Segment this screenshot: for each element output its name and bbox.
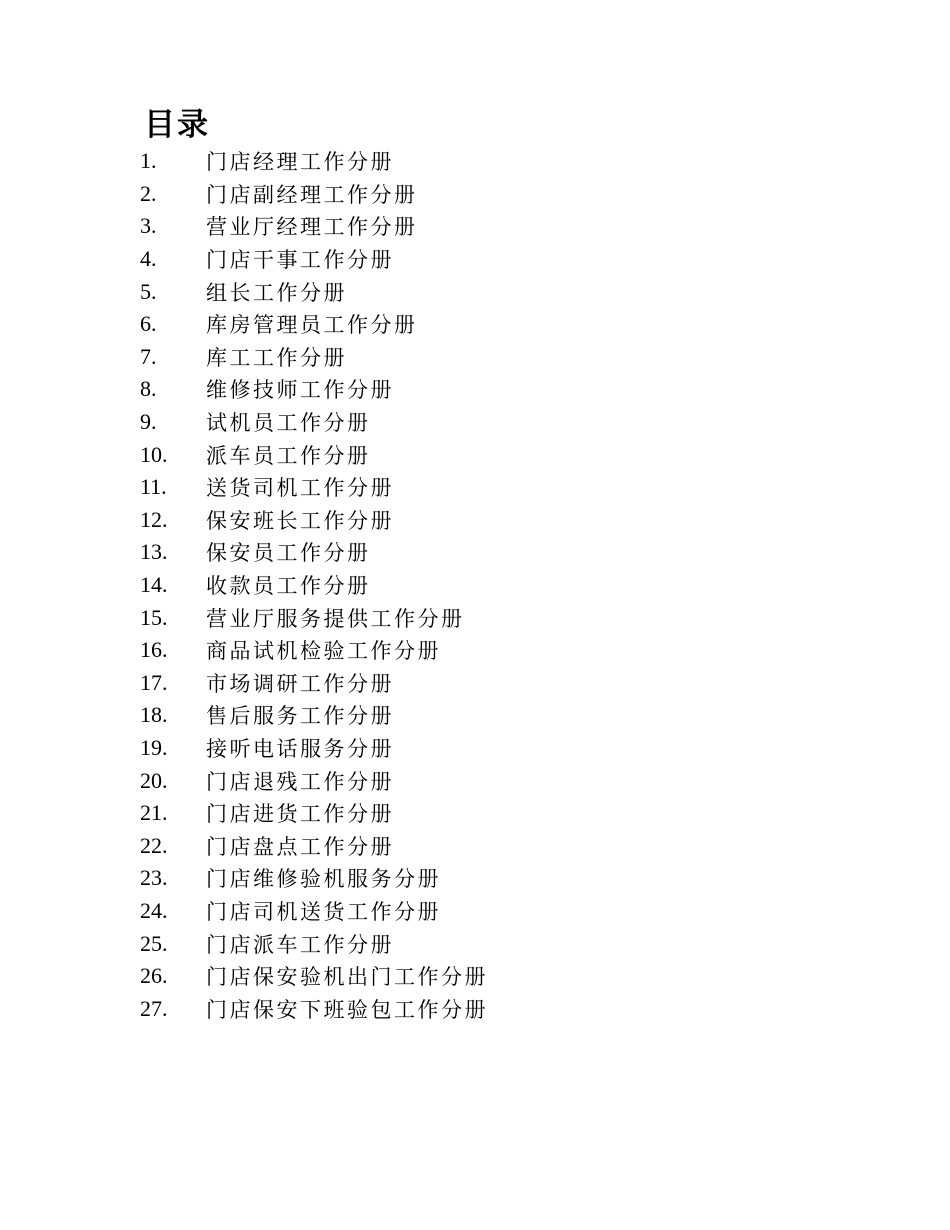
toc-item: [140, 634, 488, 667]
toc-item: [140, 308, 488, 341]
toc-item: [140, 895, 488, 928]
toc-item: [140, 145, 488, 178]
toc-item-text: 门店经理工作分册: [206, 150, 394, 175]
toc-item: [140, 601, 488, 634]
toc-item-number: 25.: [140, 930, 168, 956]
toc-item: [140, 178, 488, 211]
toc-item-number: 2.: [140, 180, 157, 206]
toc-item: [140, 829, 488, 862]
toc-item: [140, 797, 488, 830]
toc-item-number: 10.: [140, 441, 168, 467]
toc-item-text: 市场调研工作分册: [206, 671, 394, 696]
toc-item: [140, 438, 488, 471]
toc-item: [140, 373, 488, 406]
toc-item-number: 8.: [140, 376, 157, 402]
toc-item-number: 20.: [140, 767, 168, 793]
toc-item-number: 3.: [140, 213, 157, 239]
toc-item-number: 24.: [140, 897, 168, 923]
toc-item-text: 送货司机工作分册: [206, 476, 394, 501]
toc-item-text: 保安班长工作分册: [206, 508, 394, 533]
toc-item-number: 21.: [140, 800, 168, 826]
toc-item-text: 门店副经理工作分册: [206, 182, 418, 207]
toc-item-text: 库工工作分册: [206, 345, 347, 370]
toc-item: [140, 275, 488, 308]
toc-item-text: 门店盘点工作分册: [206, 834, 394, 859]
toc-item-number: 5.: [140, 278, 157, 304]
toc-item-number: 19.: [140, 734, 168, 760]
toc-item: [140, 960, 488, 993]
toc-item: [140, 504, 488, 537]
toc-item-text: 门店保安验机出门工作分册: [206, 965, 488, 990]
toc-item: [140, 536, 488, 569]
toc-item-text: 营业厅服务提供工作分册: [206, 606, 465, 631]
toc-item-text: 营业厅经理工作分册: [206, 215, 418, 240]
toc-item-text: 门店维修验机服务分册: [206, 867, 441, 892]
toc-item-number: 27.: [140, 995, 168, 1021]
toc-item-number: 1.: [140, 148, 157, 174]
toc-item-number: 17.: [140, 669, 168, 695]
toc-item-number: 18.: [140, 702, 168, 728]
toc-item-text: 门店司机送货工作分册: [206, 899, 441, 924]
toc-item-number: 9.: [140, 409, 157, 435]
toc-item: [140, 243, 488, 276]
toc-item-text: 商品试机检验工作分册: [206, 639, 441, 664]
toc-item-number: 11.: [140, 474, 167, 500]
toc-item-text: 门店退残工作分册: [206, 769, 394, 794]
toc-item: [140, 992, 488, 1025]
toc-item-number: 16.: [140, 637, 168, 663]
toc-item-number: 4.: [140, 246, 157, 272]
toc-item: [140, 927, 488, 960]
toc-item-text: 组长工作分册: [206, 280, 347, 305]
toc-item-text: 库房管理员工作分册: [206, 313, 418, 338]
toc-item-number: 22.: [140, 832, 168, 858]
toc-item-text: 收款员工作分册: [206, 574, 371, 599]
toc-item-text: 接听电话服务分册: [206, 736, 394, 761]
toc-item: [140, 471, 488, 504]
toc-item-text: 保安员工作分册: [206, 541, 371, 566]
toc-item: [140, 341, 488, 374]
toc-item-number: 6.: [140, 311, 157, 337]
toc-item-text: 门店进货工作分册: [206, 802, 394, 827]
toc-item-text: 派车员工作分册: [206, 443, 371, 468]
toc-item-text: 维修技师工作分册: [206, 378, 394, 403]
toc-item-text: 门店派车工作分册: [206, 932, 394, 957]
toc-item-number: 15.: [140, 604, 168, 630]
toc-item-number: 12.: [140, 506, 168, 532]
toc-item-number: 13.: [140, 539, 168, 565]
toc-item: [140, 764, 488, 797]
toc-item: [140, 667, 488, 700]
toc-item: [140, 569, 488, 602]
toc-item-number: 26.: [140, 963, 168, 989]
toc-title: 目录: [144, 107, 210, 143]
toc-item: [140, 699, 488, 732]
toc-item-number: 23.: [140, 865, 168, 891]
toc-item-text: 试机员工作分册: [206, 411, 371, 436]
toc-item-text: 售后服务工作分册: [206, 704, 394, 729]
toc-item-number: 7.: [140, 343, 157, 369]
toc-item-number: 14.: [140, 572, 168, 598]
toc-item: [140, 732, 488, 765]
toc-item: [140, 406, 488, 439]
toc-item-text: 门店干事工作分册: [206, 248, 394, 273]
toc-item-text: 门店保安下班验包工作分册: [206, 997, 488, 1022]
toc-list: [140, 145, 488, 1025]
toc-item: [140, 862, 488, 895]
toc-item: [140, 210, 488, 243]
